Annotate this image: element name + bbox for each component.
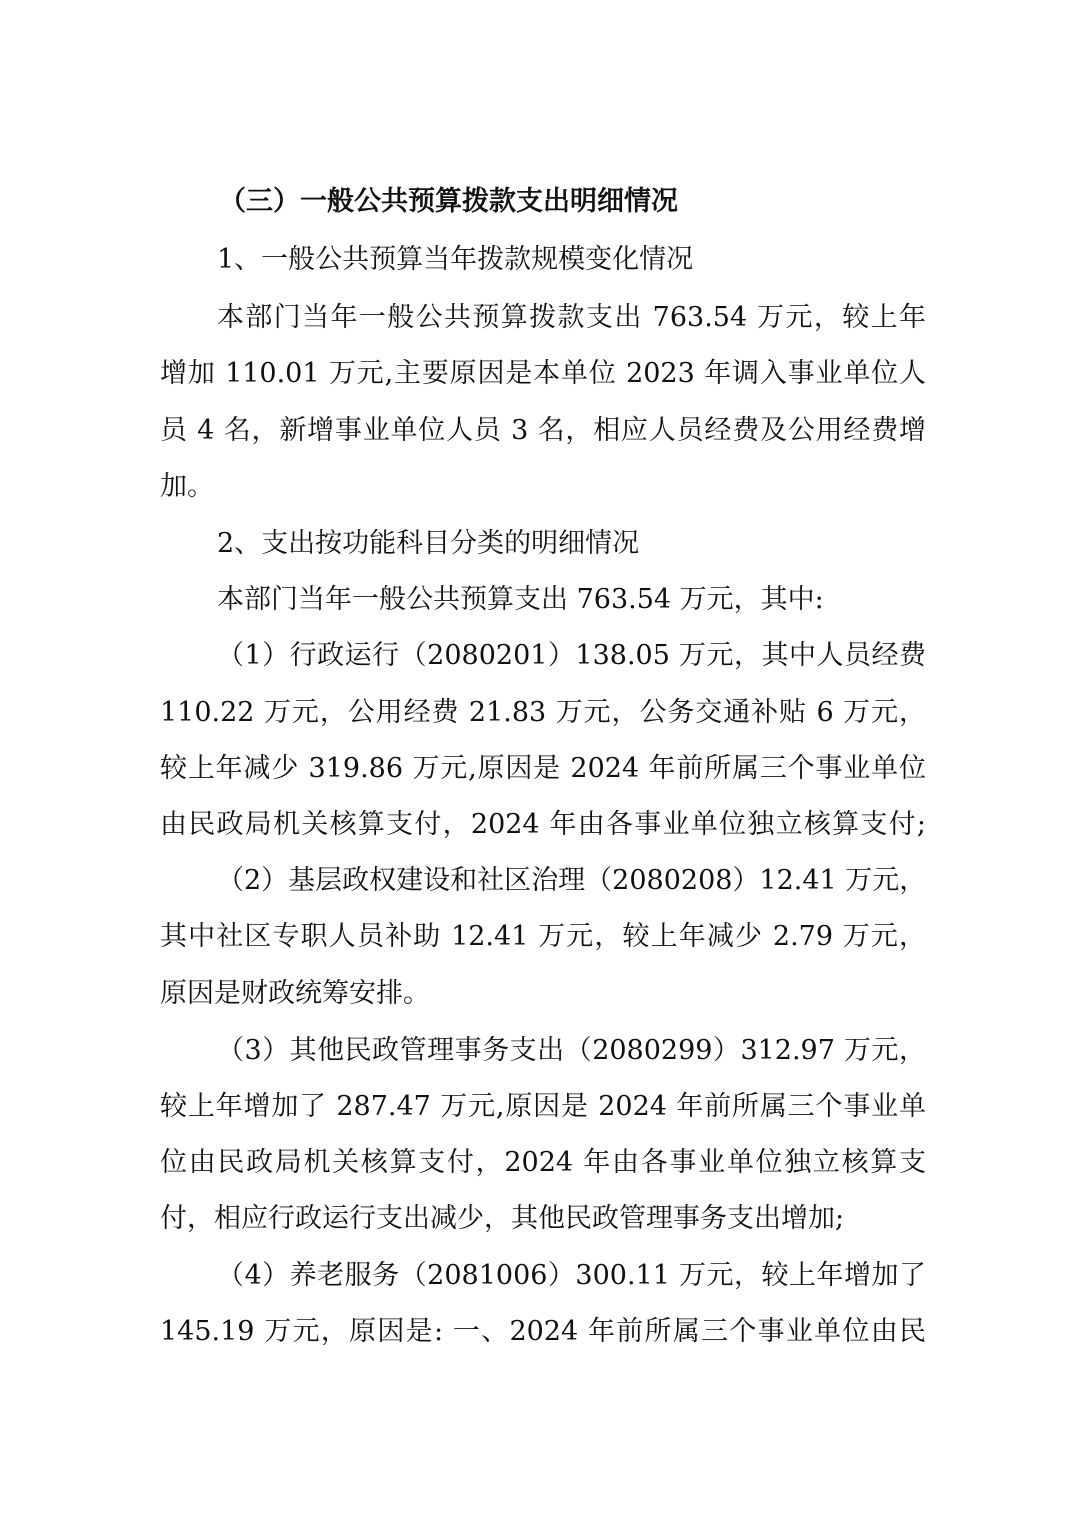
paragraph-line: 位由民政局机关核算支付，2024 年由各事业单位独立核算支 [160, 1147, 926, 1178]
paragraph-line: （1）行政运行（2080201）138.05 万元，其中人员经费 [217, 640, 926, 671]
paragraph-line: 加。 [160, 471, 214, 502]
paragraph-line: 110.22 万元，公用经费 21.83 万元，公务交通补贴 6 万元， [160, 697, 926, 728]
subheading-1: 1、一般公共预算当年拨款规模变化情况 [217, 244, 694, 275]
paragraph-line: 付，相应行政运行支出减少，其他民政管理事务支出增加; [160, 1203, 845, 1234]
paragraph-line: 145.19 万元，原因是: 一、2024 年前所属三个事业单位由民 [160, 1316, 926, 1347]
paragraph-line: （4）养老服务（2081006）300.11 万元，较上年增加了 [217, 1260, 926, 1291]
paragraph-line: 较上年增加了 287.47 万元,原因是 2024 年前所属三个事业单 [160, 1091, 926, 1122]
paragraph-line: 增加 110.01 万元,主要原因是本单位 2023 年调入事业单位人 [160, 358, 926, 389]
paragraph-line: 本部门当年一般公共预算拨款支出 763.54 万元，较上年 [217, 302, 926, 333]
paragraph-line: （3）其他民政管理事务支出（2080299）312.97 万元， [217, 1035, 926, 1066]
paragraph-line: 原因是财政统筹安排。 [160, 978, 430, 1009]
paragraph-line: 员 4 名，新增事业单位人员 3 名，相应人员经费及公用经费增 [160, 415, 926, 446]
paragraph-line: 由民政局机关核算支付，2024 年由各事业单位独立核算支付; [160, 809, 926, 840]
paragraph-line: （2）基层政权建设和社区治理（2080208）12.41 万元， [217, 865, 927, 896]
subheading-2: 2、支出按功能科目分类的明细情况 [217, 528, 640, 559]
section-heading: （三）一般公共预算拨款支出明细情况 [219, 186, 678, 217]
paragraph-line: 较上年减少 319.86 万元,原因是 2024 年前所属三个事业单位 [160, 753, 926, 784]
paragraph-line: 本部门当年一般公共预算支出 763.54 万元，其中: [217, 584, 824, 615]
paragraph-line: 其中社区专职人员补助 12.41 万元，较上年减少 2.79 万元， [160, 921, 926, 952]
